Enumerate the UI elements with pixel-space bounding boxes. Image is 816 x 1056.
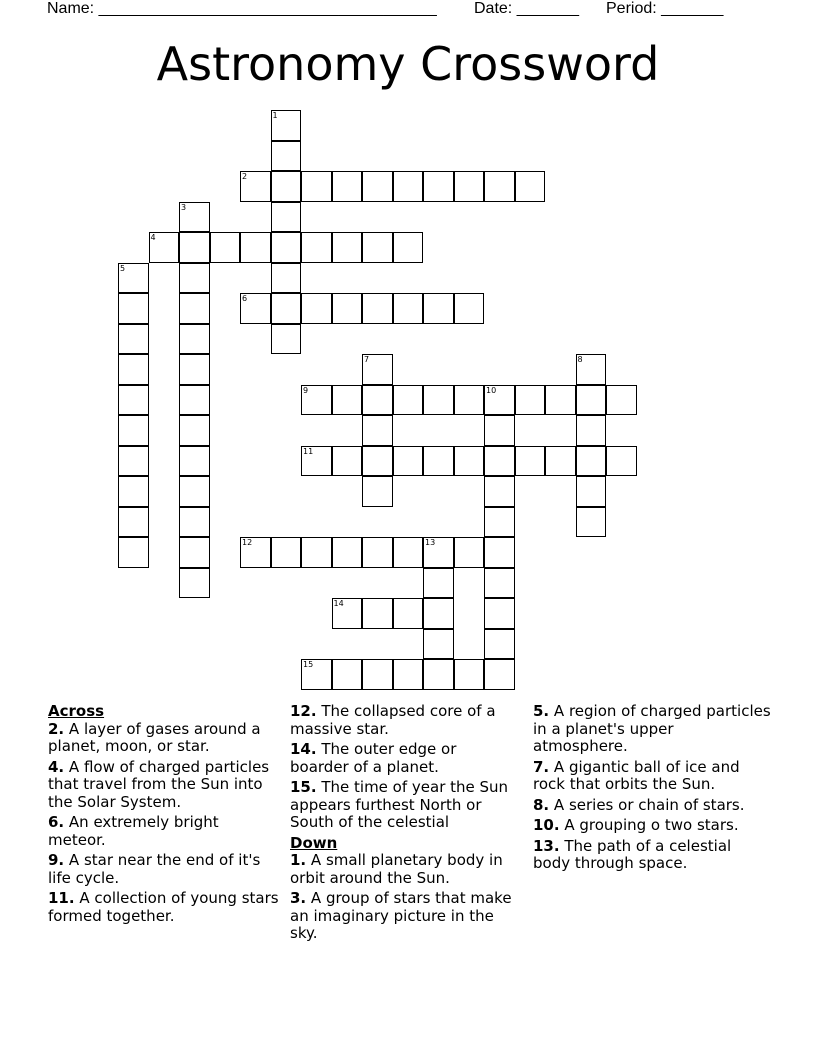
grid-cell[interactable] [484,507,515,538]
grid-cell[interactable] [362,415,393,446]
grid-cell[interactable] [118,537,149,568]
grid-cell[interactable] [179,476,210,507]
grid-cell[interactable] [515,171,546,202]
clue-number: 5. [533,702,550,720]
clue-number: 4. [48,757,65,776]
grid-cell[interactable] [179,568,210,599]
clue-number: 2. [48,719,65,738]
clue-text: A star near the end of it's life cycle. [48,851,261,887]
grid-cell[interactable] [606,446,637,477]
clue-text: A flow of charged particles that travel from the Sun into the Solar System. [48,757,270,811]
grid-cell[interactable] [362,537,393,568]
grid-cell[interactable] [271,110,302,141]
name-field-label[interactable]: Name: ______________________________________ [47,0,437,17]
grid-cell[interactable] [362,293,393,324]
cell-number: 9 [303,385,309,395]
grid-cell[interactable] [271,141,302,172]
grid-cell[interactable] [606,385,637,416]
grid-cell[interactable] [393,598,424,629]
grid-cell[interactable] [484,476,515,507]
grid-cell[interactable] [332,232,363,263]
clue-text: The path of a celestial body through space. [533,836,732,872]
clue-down-1 [290,852,515,887]
grid-cell[interactable] [179,354,210,385]
grid-cell[interactable] [454,385,485,416]
grid-cell[interactable] [362,476,393,507]
grid-cell[interactable] [118,263,149,294]
grid-cell[interactable] [332,598,363,629]
grid-cell[interactable] [118,476,149,507]
clue-text: A gigantic ball of ice and rock that orbits the Sun. [533,757,740,793]
cell-number: 15 [303,660,314,669]
cell-number: 6 [242,294,248,303]
clue-text: The time of year the Sun appears furthest North or South of the celestial [290,778,509,831]
grid-cell[interactable] [484,659,515,690]
clue-down-10 [533,817,773,835]
clue-number: 10. [533,816,560,834]
grid-cell[interactable] [118,415,149,446]
clue-text: A collection of young stars formed together. [48,889,279,925]
clue-across-4 [48,759,280,812]
clue-number: 7. [533,757,550,776]
grid-cell[interactable] [423,446,454,477]
clue-text: The collapsed core of a massive star. [290,702,496,738]
grid-cell[interactable] [484,598,515,629]
grid-cell[interactable] [484,629,515,660]
page-title: Astronomy Crossword [156,37,660,91]
clue-text: A layer of gases around a planet, moon, or star. [48,719,261,755]
grid-cell[interactable] [179,446,210,477]
grid-cell[interactable] [149,232,180,263]
clue-down-3 [290,890,515,943]
grid-cell[interactable] [454,537,485,568]
clue-text: A small planetary body in orbit around the Sun. [290,851,503,887]
clue-text: A grouping o two stars. [564,816,739,834]
grid-cell[interactable] [271,293,302,324]
grid-cell[interactable] [484,537,515,568]
grid-cell[interactable] [484,415,515,446]
grid-cell[interactable] [423,385,454,416]
grid-cell[interactable] [454,171,485,202]
grid-cell[interactable] [362,598,393,629]
grid-cell[interactable] [454,293,485,324]
grid-cell[interactable] [179,293,210,324]
period-field-label[interactable]: Period: _______ [606,0,724,17]
clue-number: 1. [290,851,307,869]
grid-cell[interactable] [210,232,241,263]
clue-column-2 [290,703,515,946]
clue-across-2 [48,721,280,756]
clue-down-8 [533,797,773,815]
grid-cell[interactable] [423,171,454,202]
clue-text: A series or chain of stars. [553,795,745,814]
clue-text: A region of charged particles in a planet's upper atmosphere. [533,702,771,755]
cell-number: 7 [364,355,370,364]
grid-cell[interactable] [271,202,302,233]
clue-text: An extremely bright meteor. [48,813,219,849]
grid-cell[interactable] [484,568,515,599]
clue-down-13 [533,838,773,873]
grid-cell[interactable] [240,293,271,324]
grid-cell[interactable] [332,537,363,568]
grid-cell[interactable] [118,324,149,355]
grid-cell[interactable] [393,293,424,324]
grid-cell[interactable] [301,446,332,477]
clue-number: 14. [290,740,317,758]
cell-number: 13 [425,538,436,547]
grid-cell[interactable] [362,354,393,385]
grid-cell[interactable] [393,537,424,568]
clue-across-11 [48,890,280,925]
grid-cell[interactable] [332,446,363,477]
grid-cell[interactable] [271,263,302,294]
grid-cell[interactable] [576,385,607,416]
grid-cell[interactable] [423,537,454,568]
grid-cell[interactable] [515,446,546,477]
cell-number: 4 [150,233,156,242]
grid-cell[interactable] [179,232,210,263]
cell-number: 12 [242,538,253,547]
grid-cell[interactable] [271,171,302,202]
grid-cell[interactable] [271,232,302,263]
cell-number: 10 [486,385,497,395]
cell-number: 14 [333,599,344,608]
grid-cell[interactable] [576,476,607,507]
grid-cell[interactable] [332,659,363,690]
clue-number: 12. [290,702,317,720]
grid-cell[interactable] [179,537,210,568]
clue-number: 15. [290,778,317,796]
clue-across-15 [290,779,515,832]
grid-cell[interactable] [484,171,515,202]
cell-number: 8 [577,355,583,364]
grid-cell[interactable] [118,385,149,416]
grid-cell[interactable] [454,446,485,477]
grid-cell[interactable] [393,385,424,416]
clue-number: 13. [533,836,560,855]
clue-column-1 [48,703,280,928]
grid-cell[interactable] [240,232,271,263]
grid-cell[interactable] [362,385,393,416]
clue-down-7 [533,759,773,794]
date-field-label[interactable]: Date: _______ [474,0,579,17]
grid-cell[interactable] [576,507,607,538]
grid-cell[interactable] [332,171,363,202]
grid-cell[interactable] [118,293,149,324]
grid-cell[interactable] [484,446,515,477]
grid-cell[interactable] [545,385,576,416]
grid-cell[interactable] [179,507,210,538]
grid-cell[interactable] [362,446,393,477]
grid-cell[interactable] [271,324,302,355]
grid-cell[interactable] [393,232,424,263]
grid-cell[interactable] [301,232,332,263]
grid-cell[interactable] [240,537,271,568]
clue-number: 9. [48,851,65,869]
grid-cell[interactable] [423,568,454,599]
cell-number: 3 [181,202,187,212]
clue-number: 11. [48,889,75,907]
clue-text: The outer edge or boarder of a planet. [290,740,457,776]
cell-number: 11 [303,446,314,456]
cell-number: 1 [272,111,278,120]
grid-cell[interactable] [362,659,393,690]
grid-cell[interactable] [179,263,210,294]
clue-down-5 [533,703,773,756]
grid-cell[interactable] [545,446,576,477]
grid-cell[interactable] [240,171,271,202]
grid-cell[interactable] [393,446,424,477]
grid-cell[interactable] [301,537,332,568]
grid-cell[interactable] [454,659,485,690]
clue-across-9 [48,852,280,887]
grid-cell[interactable] [362,232,393,263]
grid-cell[interactable] [118,446,149,477]
grid-cell[interactable] [179,415,210,446]
grid-cell[interactable] [179,324,210,355]
grid-cell[interactable] [179,202,210,233]
clue-across-12 [290,703,515,738]
grid-cell[interactable] [576,354,607,385]
cell-number: 2 [242,172,248,181]
grid-cell[interactable] [301,171,332,202]
grid-cell[interactable] [301,659,332,690]
grid-cell[interactable] [576,415,607,446]
grid-cell[interactable] [393,659,424,690]
grid-cell[interactable] [393,171,424,202]
grid-cell[interactable] [179,385,210,416]
down-heading: Down [290,833,338,852]
clue-number: 3. [290,889,307,907]
clue-column-3 [533,703,773,876]
grid-cell[interactable] [515,385,546,416]
clue-text: A group of stars that make an imaginary picture in the sky. [290,889,512,942]
grid-cell[interactable] [423,293,454,324]
grid-cell[interactable] [332,385,363,416]
grid-cell[interactable] [362,171,393,202]
grid-cell[interactable] [301,293,332,324]
grid-cell[interactable] [301,385,332,416]
clue-number: 6. [48,813,65,831]
grid-cell[interactable] [423,659,454,690]
grid-cell[interactable] [423,598,454,629]
clue-across-6 [48,814,280,849]
grid-cell[interactable] [484,385,515,416]
across-heading: Across [48,702,105,720]
grid-cell[interactable] [332,293,363,324]
grid-cell[interactable] [271,537,302,568]
clue-number: 8. [533,795,550,814]
grid-cell[interactable] [118,507,149,538]
cell-number: 5 [120,263,126,273]
grid-cell[interactable] [118,354,149,385]
grid-cell[interactable] [423,629,454,660]
clue-across-14 [290,741,515,776]
grid-cell[interactable] [576,446,607,477]
